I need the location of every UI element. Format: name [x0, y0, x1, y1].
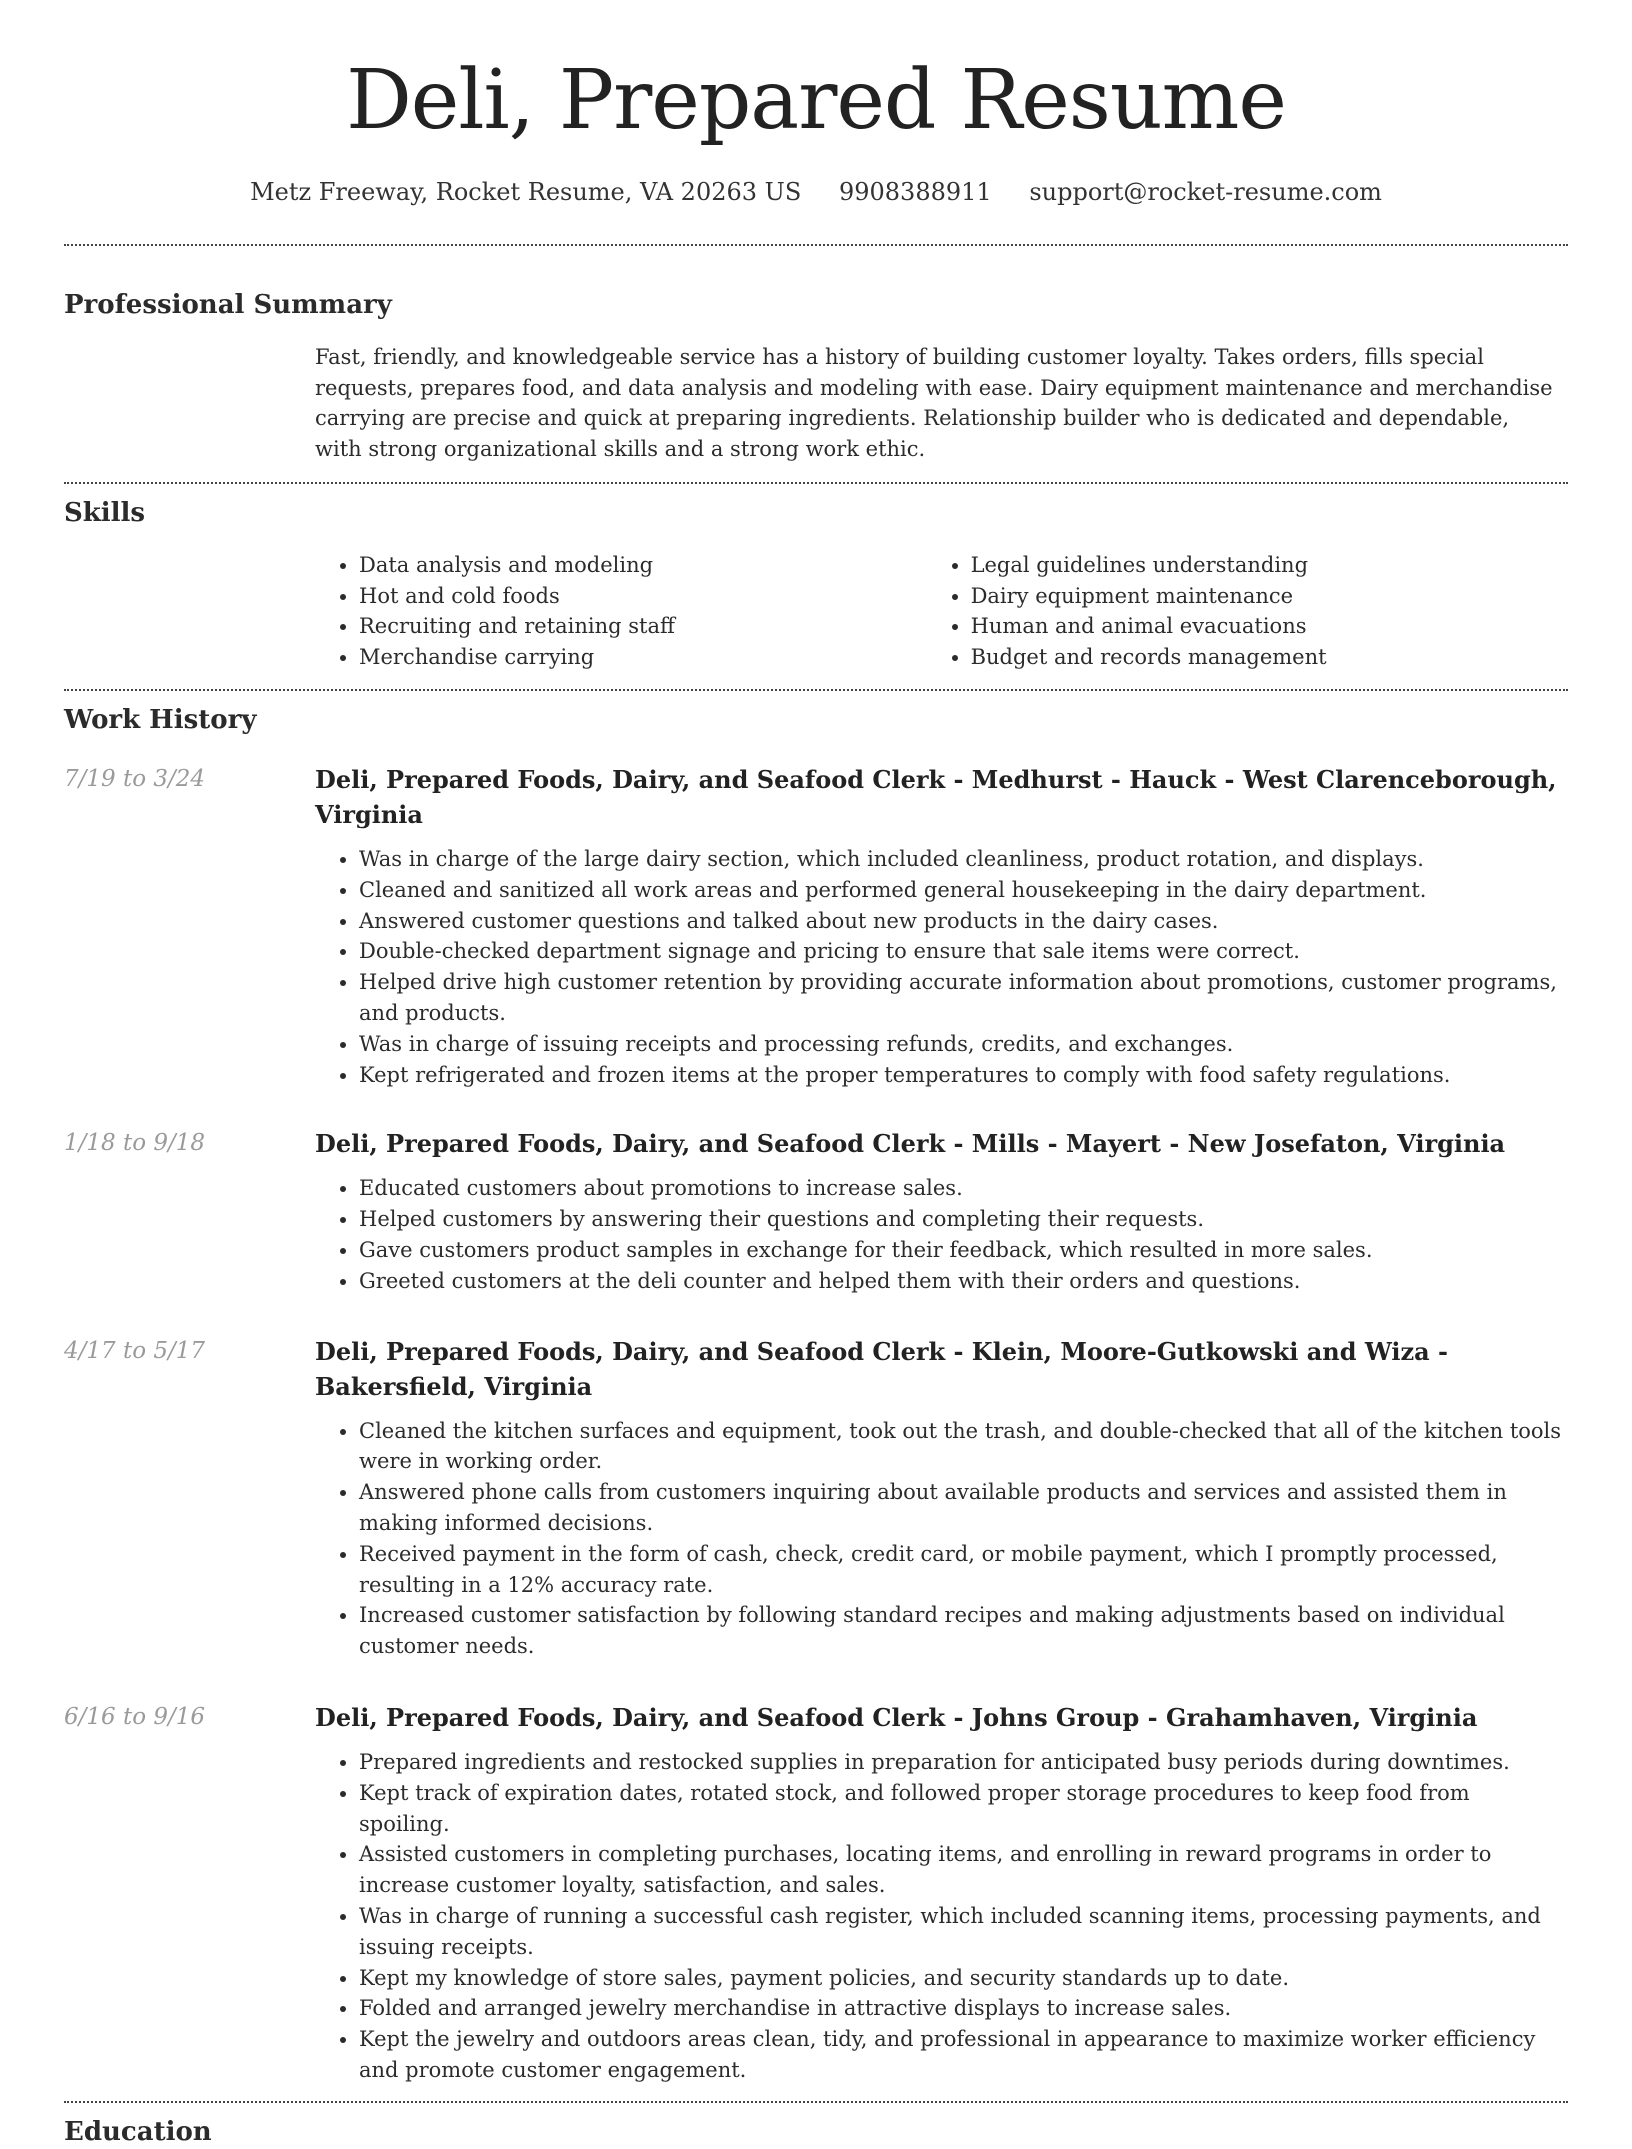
- job-bullet: • Kept track of expiration dates, rotated stock, and followed proper storage procedures to keep food from spoiling.: [359, 1778, 1565, 1840]
- job-bullet: • Increased customer satisfaction by following standard recipes and making adjustments based on individual customer needs.: [359, 1600, 1565, 1662]
- job-bullets: [315, 1747, 1565, 2086]
- job-entry: [64, 1126, 1568, 1296]
- job-title: Deli, Prepared Foods, Dairy, and Seafood Clerk - Johns Group - Grahamhaven, Virginia: [315, 1702, 1478, 1732]
- skill-item: • Dairy equipment maintenance: [971, 581, 1568, 612]
- job-bullet: • Cleaned the kitchen surfaces and equipment, took out the trash, and double-checked that all of the kitchen tools were in working order.: [359, 1416, 1565, 1478]
- job-title: Deli, Prepared Foods, Dairy, and Seafood Clerk - Medhurst - Hauck - West Clarenceborough, Virginia: [315, 765, 1557, 829]
- section-title-work: Work History: [64, 705, 257, 735]
- job-bullet: • Was in charge of the large dairy section, which included cleanliness, product rotation, and displays.: [359, 844, 1565, 875]
- resume-name: Deli, Prepared Resume: [346, 53, 1286, 148]
- contact-email: support@rocket-resume.com: [1029, 178, 1382, 206]
- job-bullet: • Prepared ingredients and restocked supplies in preparation for anticipated busy periods during downtimes.: [359, 1747, 1565, 1778]
- skill-item: • Human and animal evacuations: [971, 611, 1568, 642]
- skill-item: • Recruiting and retaining staff: [359, 611, 927, 642]
- job-title: Deli, Prepared Foods, Dairy, and Seafood Clerk - Klein, Moore-Gutkowski and Wiza - Bakersfield, Virginia: [315, 1336, 1449, 1401]
- job-bullet: • Kept refrigerated and frozen items at the proper temperatures to comply with food safety regulations.: [359, 1060, 1565, 1091]
- section-title-skills: Skills: [64, 498, 146, 528]
- job-bullet: • Was in charge of issuing receipts and processing refunds, credits, and exchanges.: [359, 1029, 1565, 1060]
- contact-address: Metz Freeway, Rocket Resume, VA 20263 US: [250, 178, 802, 206]
- job-bullet: • Kept the jewelry and outdoors areas clean, tidy, and professional in appearance to maximize worker efficiency and promote customer engagement.: [359, 2024, 1565, 2086]
- skill-item: • Data analysis and modeling: [359, 550, 927, 581]
- job-dates: 6/16 to 9/16: [64, 1703, 206, 1730]
- job-bullet: • Assisted customers in completing purchases, locating items, and enrolling in reward programs in order to increase customer loyalty, satisfaction, and sales.: [359, 1839, 1565, 1901]
- skills-column-right: [927, 550, 1568, 672]
- professional-summary-section: [64, 288, 1568, 464]
- job-details: [315, 1334, 1565, 1662]
- job-bullet: • Was in charge of running a successful cash register, which included scanning items, processing payments, and issuing receipts.: [359, 1901, 1565, 1963]
- job-entry: [64, 762, 1568, 1090]
- contact-line: [64, 176, 1568, 208]
- job-bullet: • Answered customer questions and talked about new products in the dairy cases.: [359, 906, 1565, 937]
- job-bullets: [315, 1416, 1565, 1662]
- skills-list: [315, 550, 1568, 672]
- job-dates: 7/19 to 3/24: [64, 766, 206, 792]
- job-dates: 1/18 to 9/18: [64, 1130, 206, 1157]
- job-entry: [64, 1334, 1568, 1662]
- section-title-summary: Professional Summary: [64, 290, 392, 320]
- job-bullet: • Helped customers by answering their questions and completing their requests.: [359, 1204, 1565, 1235]
- job-details: [315, 762, 1565, 1090]
- skill-item: • Merchandise carrying: [359, 642, 927, 673]
- skill-item: • Hot and cold foods: [359, 581, 927, 612]
- summary-text: Fast, friendly, and knowledgeable service has a history of building customer loyalty. Takes orders, fills special requests, prepares food, and data analysis and modeling with ease. Dairy equipment maintenance and merchandise carrying are precise and quick at preparing ingredients. Relationship builder who is dedicated and dependable, with strong organizational skills and a strong work ethic.: [315, 345, 1553, 461]
- divider: [64, 244, 1568, 246]
- work-history-section: [64, 703, 1568, 2086]
- job-bullet: • Folded and arranged jewelry merchandise in attractive displays to increase sales.: [359, 1993, 1565, 2024]
- job-details: [315, 1700, 1565, 2086]
- contact-phone: 9908388911: [838, 178, 992, 206]
- divider: [64, 2101, 1568, 2103]
- section-title-education: Education: [64, 2116, 212, 2147]
- job-entry: [64, 1700, 1568, 2086]
- job-bullet: • Answered phone calls from customers inquiring about available products and services and assisted them in making informed decisions.: [359, 1477, 1565, 1539]
- job-bullet: • Received payment in the form of cash, check, credit card, or mobile payment, which I promptly processed, resulting in a 12% accuracy rate.: [359, 1539, 1565, 1601]
- skill-item: • Legal guidelines understanding: [971, 550, 1568, 581]
- job-title: Deli, Prepared Foods, Dairy, and Seafood Clerk - Mills - Mayert - New Josefaton, Virginia: [315, 1129, 1506, 1159]
- job-bullet: • Kept my knowledge of store sales, payment policies, and security standards up to date.: [359, 1963, 1565, 1994]
- education-section: [64, 2115, 1568, 2149]
- job-bullet: • Educated customers about promotions to increase sales.: [359, 1173, 1565, 1204]
- job-bullet: • Gave customers product samples in exchange for their feedback, which resulted in more sales.: [359, 1235, 1565, 1266]
- job-bullet: • Double-checked department signage and pricing to ensure that sale items were correct.: [359, 936, 1565, 967]
- job-bullets: [315, 1173, 1565, 1296]
- job-dates: 4/17 to 5/17: [64, 1337, 206, 1364]
- job-details: [315, 1126, 1565, 1296]
- skills-column-left: [315, 550, 927, 672]
- skill-item: • Budget and records management: [971, 642, 1568, 673]
- divider: [64, 689, 1568, 691]
- job-bullets: [315, 844, 1565, 1090]
- job-bullet: • Cleaned and sanitized all work areas and performed general housekeeping in the dairy department.: [359, 875, 1565, 906]
- skills-section: [64, 496, 1568, 672]
- job-bullet: • Greeted customers at the deli counter and helped them with their orders and questions.: [359, 1266, 1565, 1297]
- job-bullet: • Helped drive high customer retention by providing accurate information about promotions, customer programs, and products.: [359, 967, 1565, 1029]
- divider: [64, 482, 1568, 484]
